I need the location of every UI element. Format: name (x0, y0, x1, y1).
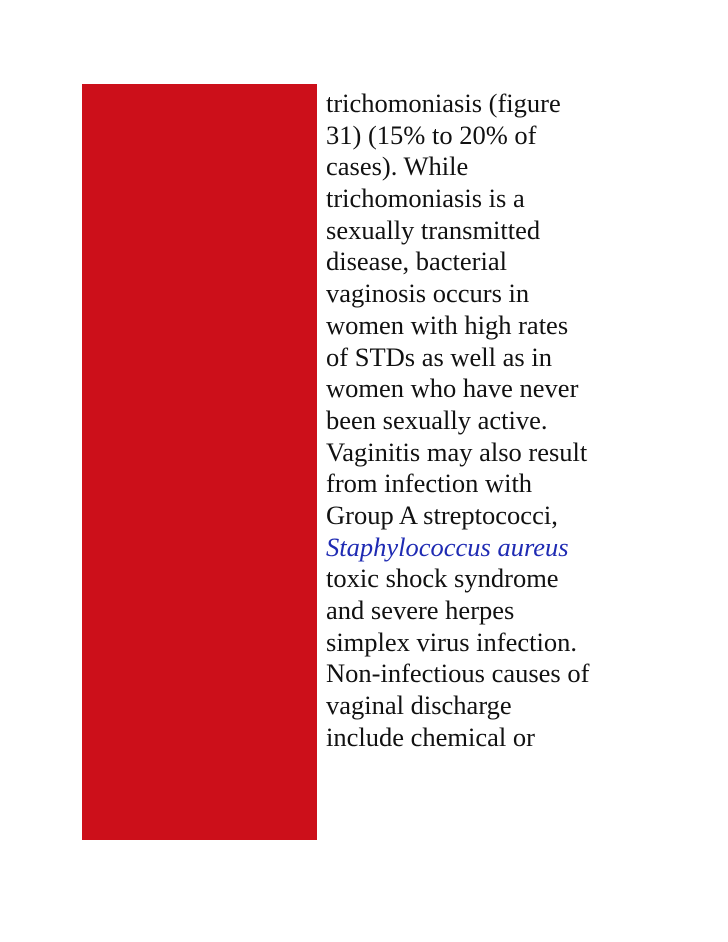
text-line: from infection with (326, 468, 533, 499)
text-line: and severe herpes (326, 595, 515, 625)
text-line: trichomoniasis (figure (326, 88, 561, 118)
text-line: disease, bacterial (326, 246, 507, 277)
text-line: simplex virus infection. (326, 626, 577, 657)
text-line: vaginal discharge (326, 690, 512, 721)
text-line: of STDs as well as in (326, 341, 552, 372)
text-line: trichomoniasis is a (326, 183, 525, 214)
text-line: been sexually active. (326, 404, 548, 435)
text-line: women with high rates (326, 309, 569, 340)
body-text (326, 88, 646, 753)
text-line: Non-infectious causes of (326, 658, 590, 689)
text-line: Vaginitis may also result (326, 436, 588, 467)
text-line: toxic shock syndrome (326, 563, 559, 594)
emphasized-term: Staphylococcus aureus (326, 531, 569, 562)
decorative-red-panel (82, 84, 317, 840)
text-line: vaginosis occurs in (326, 278, 530, 309)
text-line: cases). While (326, 151, 469, 182)
text-line: Group A streptococci, (326, 499, 558, 530)
text-line: women who have never (326, 373, 579, 404)
text-line: sexually transmitted (326, 214, 541, 245)
text-line: include chemical or (326, 721, 535, 752)
text-line: 31) (15% to 20% of (326, 119, 537, 150)
